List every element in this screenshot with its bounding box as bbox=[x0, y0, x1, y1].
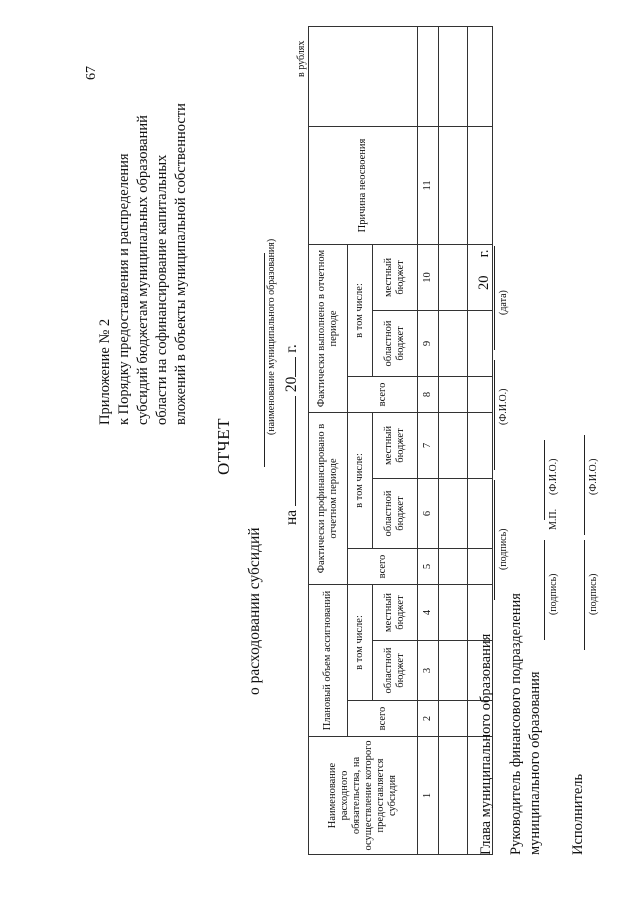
table-cell bbox=[439, 479, 468, 549]
header-financed-regional: областной бюджет bbox=[373, 479, 418, 549]
header-planned-including: в том числе: bbox=[348, 585, 373, 701]
signature-hint: (подпись) bbox=[588, 573, 599, 615]
header-financed-total: всего bbox=[348, 549, 418, 585]
executor-name-line bbox=[584, 435, 585, 535]
table-cell bbox=[468, 376, 493, 412]
year-blank bbox=[494, 246, 495, 266]
appendix-line: Приложение № 2 bbox=[97, 318, 113, 425]
period-date-blank bbox=[282, 396, 296, 506]
appendix-line: субсидий бюджетам муниципальных образований bbox=[135, 115, 151, 425]
appendix-heading bbox=[96, 103, 191, 425]
municipality-name-hint: (наименование муниципального образования) bbox=[266, 238, 277, 435]
finance-head-label: Руководитель финансового подразделения bbox=[508, 593, 524, 855]
column-number: 8 bbox=[418, 376, 439, 412]
header-obligation-name: Наименование расходного обязательства, на осуществление которого предоставляется субсидия bbox=[309, 737, 418, 855]
units-label: в рублях bbox=[296, 40, 307, 77]
report-table bbox=[308, 26, 493, 855]
column-number: 10 bbox=[418, 244, 439, 310]
column-number: 9 bbox=[418, 310, 439, 376]
stamp-hint: М.П. bbox=[548, 508, 559, 530]
period-year-blank bbox=[282, 357, 296, 377]
header-reason: Причина неосвоения bbox=[309, 126, 418, 244]
table-cell bbox=[439, 412, 468, 478]
header-executed-regional: областной бюджет bbox=[373, 310, 418, 376]
finance-signature-line bbox=[544, 540, 545, 640]
header-executed: Фактически выполнено в отчетном периоде bbox=[309, 244, 348, 412]
table-cell bbox=[468, 126, 493, 244]
table-cell bbox=[439, 549, 468, 585]
name-hint: (Ф.И.О.) bbox=[498, 388, 509, 425]
header-financed-local: местный бюджет bbox=[373, 412, 418, 478]
report-title: ОТЧЕТ bbox=[214, 418, 233, 475]
table-cell bbox=[439, 376, 468, 412]
report-period bbox=[282, 344, 301, 525]
table-cell bbox=[468, 479, 493, 549]
table-cell bbox=[468, 310, 493, 376]
header-executed-local: местный бюджет bbox=[373, 244, 418, 310]
column-number: 6 bbox=[418, 479, 439, 549]
head-signature-label: Глава муниципального образования bbox=[478, 633, 494, 855]
head-name-line bbox=[494, 360, 495, 470]
finance-head-label-2: муниципального образования bbox=[527, 671, 543, 855]
table-cell bbox=[439, 310, 468, 376]
header-extra bbox=[309, 26, 418, 126]
table-cell bbox=[468, 585, 493, 641]
period-suffix: г. bbox=[283, 344, 300, 353]
column-number: 7 bbox=[418, 412, 439, 478]
column-number: 11 bbox=[418, 126, 439, 244]
signature-hint: (подпись) bbox=[548, 573, 559, 615]
year-suffix: г. bbox=[476, 249, 492, 258]
date-hint: (дата) bbox=[498, 290, 509, 315]
appendix-line: к Порядку предоставления и распределения bbox=[116, 153, 132, 425]
table-cell bbox=[418, 26, 439, 126]
header-executed-total: всего bbox=[348, 376, 418, 412]
date-line bbox=[494, 260, 495, 350]
column-number: 4 bbox=[418, 585, 439, 641]
table-cell bbox=[439, 126, 468, 244]
column-number: 5 bbox=[418, 549, 439, 585]
table-cell bbox=[439, 701, 468, 737]
finance-name-line bbox=[544, 440, 545, 520]
executor-label: Исполнитель bbox=[570, 773, 586, 855]
signature-hint: (подпись) bbox=[498, 528, 509, 570]
municipality-name-blank bbox=[264, 253, 265, 467]
column-number: 3 bbox=[418, 641, 439, 701]
name-hint: (Ф.И.О.) bbox=[588, 458, 599, 495]
header-financed: Фактически профинансировано в отчетном периоде bbox=[309, 412, 348, 584]
name-hint: (Ф.И.О.) bbox=[548, 458, 559, 495]
table-cell bbox=[439, 585, 468, 641]
appendix-line: области на софинансирование капитальных bbox=[154, 154, 170, 425]
header-financed-including: в том числе: bbox=[348, 412, 373, 548]
column-number: 2 bbox=[418, 701, 439, 737]
table-cell bbox=[439, 244, 468, 310]
report-subtitle: о расходовании субсидий bbox=[246, 527, 263, 695]
table-cell bbox=[439, 26, 468, 126]
table-cell bbox=[439, 641, 468, 701]
head-signature-line bbox=[494, 480, 495, 600]
column-number: 1 bbox=[418, 737, 439, 855]
table-cell bbox=[468, 26, 493, 126]
page-number: 67 bbox=[84, 66, 99, 80]
period-prefix: на bbox=[283, 509, 300, 525]
header-planned: Плановый объем ассигнований bbox=[309, 585, 348, 737]
table-cell bbox=[468, 549, 493, 585]
appendix-line: вложений в объекты муниципальной собственности bbox=[173, 103, 189, 425]
table-cell bbox=[439, 737, 468, 855]
header-executed-including: в том числе: bbox=[348, 244, 373, 376]
header-planned-local: местный бюджет bbox=[373, 585, 418, 641]
head-year bbox=[476, 249, 493, 290]
table-row bbox=[439, 26, 468, 854]
table-cell bbox=[468, 412, 493, 478]
header-planned-total: всего bbox=[348, 701, 418, 737]
executor-signature-line bbox=[584, 540, 585, 650]
year-prefix: 20 bbox=[476, 275, 492, 290]
period-year: 20 bbox=[283, 376, 300, 393]
header-planned-regional: областной бюджет bbox=[373, 641, 418, 701]
